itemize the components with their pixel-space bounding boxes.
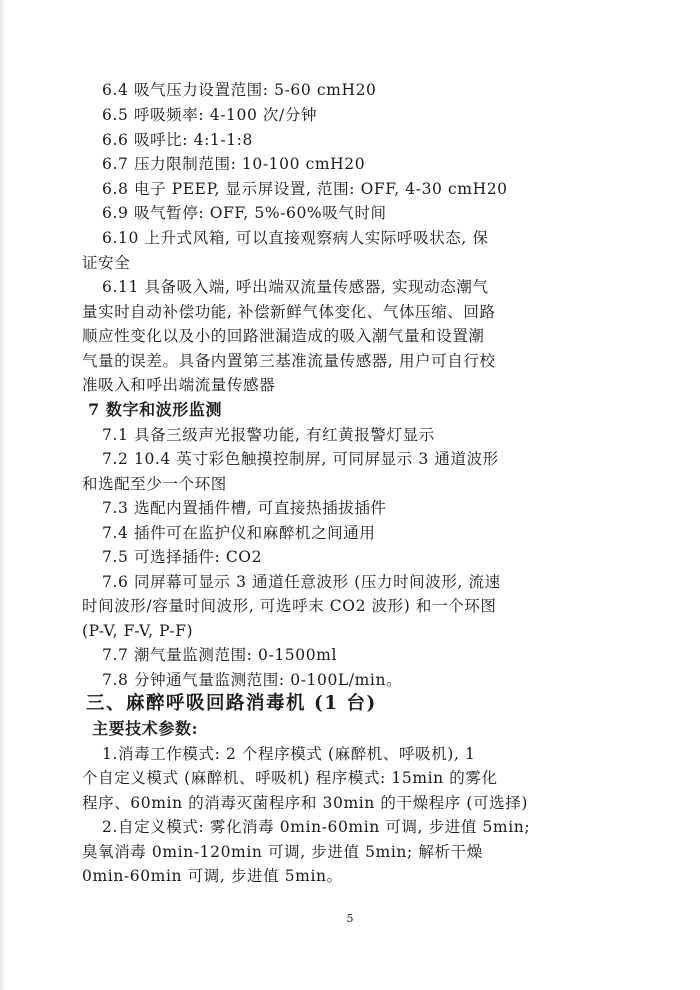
text-line: 6.6 吸呼比: 4:1-1:8 bbox=[102, 131, 253, 149]
scan-edge bbox=[0, 0, 6, 990]
text-line: 7.7 潮气量监测范围: 0-1500ml bbox=[102, 646, 338, 664]
text-line: 个自定义模式 (麻醉机、呼吸机) 程序模式: 15min 的雾化 bbox=[82, 769, 498, 787]
text-line: 准吸入和呼出端流量传感器 bbox=[82, 376, 276, 394]
page-number: 5 bbox=[346, 912, 354, 925]
text-line: 0min-60min 可调, 步进值 5min。 bbox=[82, 867, 343, 885]
section-heading: 7 数字和波形监测 bbox=[88, 400, 223, 419]
text-line: 6.5 呼吸频率: 4-100 次/分钟 bbox=[102, 106, 318, 124]
text-line: 6.8 电子 PEEP, 显示屏设置, 范围: OFF, 4-30 cmH20 bbox=[102, 180, 508, 198]
text-line: 7.3 选配内置插件槽, 可直接热插拔插件 bbox=[102, 499, 387, 517]
text-line: 7.2 10.4 英寸彩色触摸控制屏, 可同屏显示 3 通道波形 bbox=[102, 450, 499, 468]
text-line: 气量的误差。具备内置第三基准流量传感器, 用户可自行校 bbox=[82, 352, 496, 370]
text-line: 顺应性变化以及小的回路泄漏造成的吸入潮气量和设置潮 bbox=[82, 327, 485, 345]
text-line: 臭氧消毒 0min-120min 可调, 步进值 5min; 解析干燥 bbox=[82, 843, 483, 861]
text-line: 证安全 bbox=[82, 254, 131, 272]
text-line: 7.8 分钟通气量监测范围: 0-100L/min。 bbox=[102, 671, 403, 689]
text-line: 7.4 插件可在监护仪和麻醉机之间通用 bbox=[102, 524, 376, 542]
text-line: 1.消毒工作模式: 2 个程序模式 (麻醉机、呼吸机), 1 bbox=[102, 745, 476, 763]
text-line: 量实时自动补偿功能, 补偿新鲜气体变化、气体压缩、回路 bbox=[82, 303, 496, 321]
text-line: 程序、60min 的消毒灭菌程序和 30min 的干燥程序 (可选择) bbox=[82, 794, 529, 812]
text-line: 和选配至少一个环图 bbox=[82, 475, 227, 493]
section-heading: 三、麻醉呼吸回路消毒机 (1 台) bbox=[86, 693, 377, 714]
text-line: 7.5 可选择插件: CO2 bbox=[102, 548, 263, 566]
text-line: (P-V, F-V, P-F) bbox=[82, 622, 194, 640]
subheading: 主要技术参数: bbox=[92, 719, 199, 738]
text-line: 6.7 压力限制范围: 10-100 cmH20 bbox=[102, 155, 366, 173]
text-line: 6.11 具备吸入端, 呼出端双流量传感器, 实现动态潮气 bbox=[102, 278, 489, 296]
text-line: 6.4 吸气压力设置范围: 5-60 cmH20 bbox=[102, 81, 377, 99]
text-line: 7.6 同屏幕可显示 3 通道任意波形 (压力时间波形, 流速 bbox=[102, 573, 501, 591]
text-line: 2.自定义模式: 雾化消毒 0min-60min 可调, 步进值 5min; bbox=[102, 818, 531, 836]
text-line: 时间波形/容量时间波形, 可选呼末 CO2 波形) 和一个环图 bbox=[82, 597, 497, 615]
text-line: 6.10 上升式风箱, 可以直接观察病人实际呼吸状态, 保 bbox=[102, 229, 489, 247]
text-line: 6.9 吸气暂停: OFF, 5%-60%吸气时间 bbox=[102, 204, 387, 222]
text-line: 7.1 具备三级声光报警功能, 有红黄报警灯显示 bbox=[102, 426, 435, 444]
